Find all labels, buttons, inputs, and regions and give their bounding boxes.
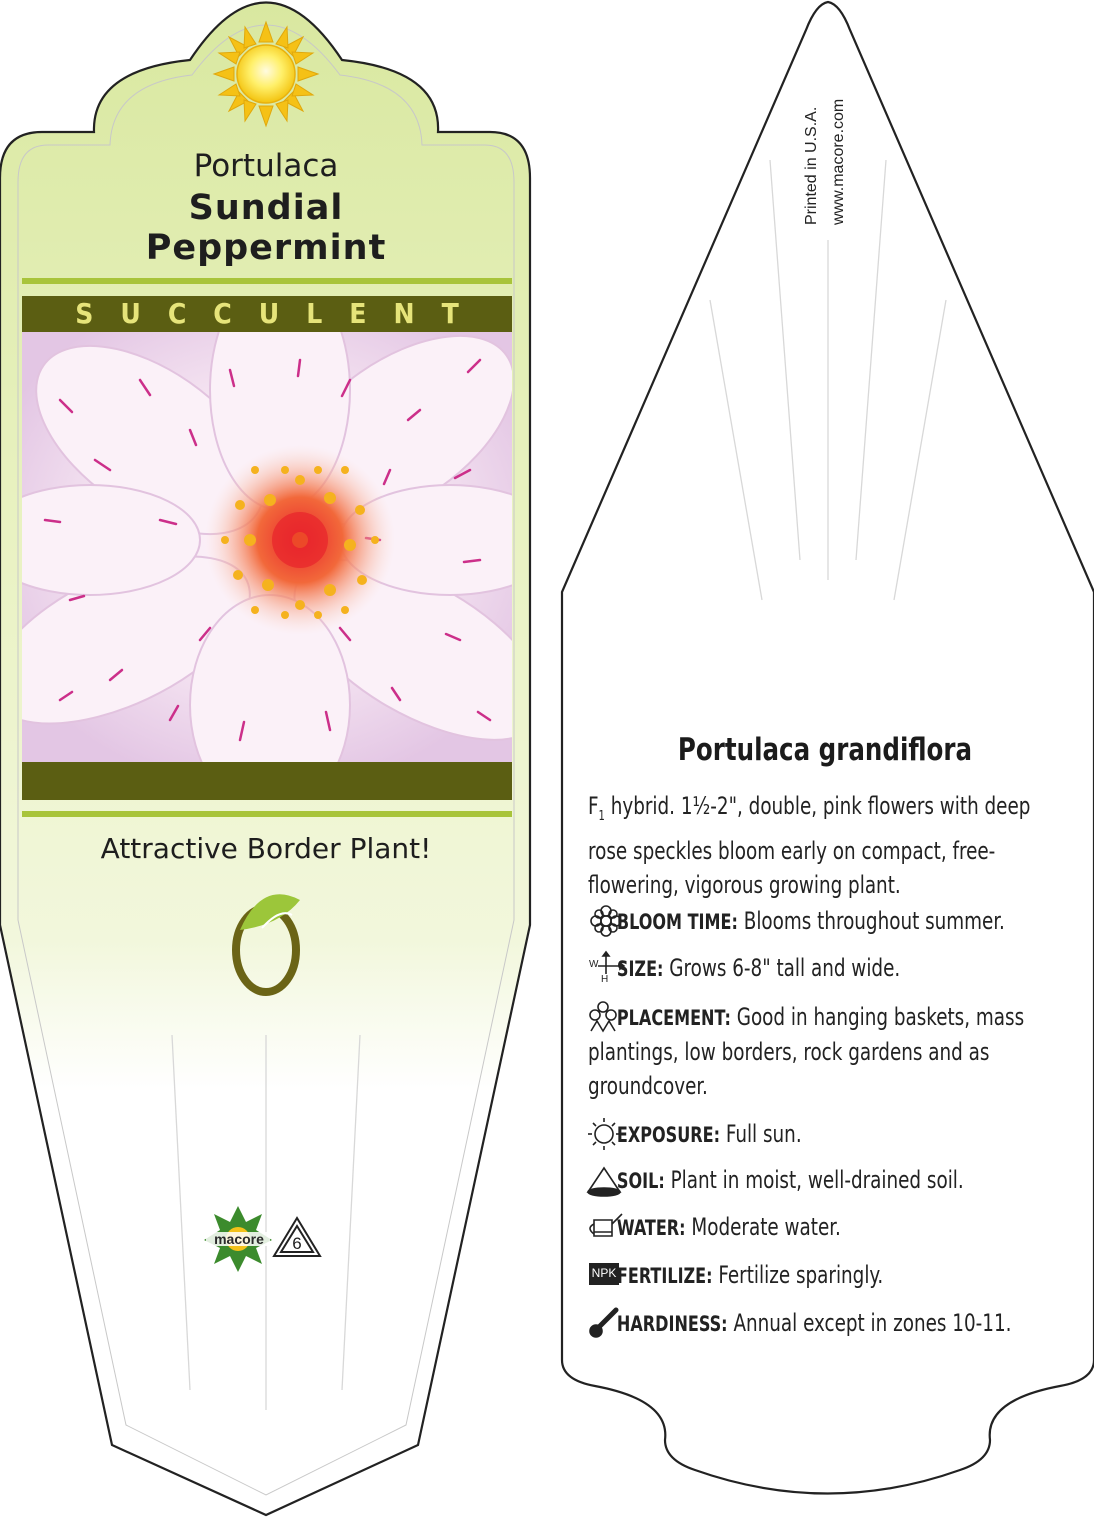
desc-subscript: 1 (598, 808, 605, 824)
size-icon-width-letter: W (589, 959, 599, 970)
species-name: Portulaca grandiflora (677, 732, 973, 768)
tagline: Attractive Border Plant! (100, 832, 432, 865)
info-placement: PLACEMENT: Good in hanging baskets, mass plantings, low borders, rock gardens and as groundcover. (588, 1003, 1025, 1100)
desc-text: hybrid. 1½-2", double, pink flowers with deep rose speckles bloom early on compact, free-flowering, vigorous growing plant. (588, 792, 1031, 899)
photo-bottom-band (22, 762, 512, 800)
desc-prefix: F (588, 792, 599, 820)
full-sun-icon (214, 22, 318, 126)
category-label: SUCCULENT (75, 297, 486, 330)
variety-name-line2: Peppermint (145, 228, 387, 268)
brand-name: macore (214, 1231, 264, 1247)
size-icon-height-letter: H (601, 974, 609, 985)
fertilizer-icon-label: NPK (591, 1266, 617, 1280)
genus-name: Portulaca (193, 148, 339, 184)
variety-name-line1: Sundial (188, 188, 344, 228)
info-hardiness: HARDINESS: Annual except in zones 10-11. (616, 1309, 1012, 1337)
info-soil: SOIL: Plant in moist, well-drained soil. (616, 1166, 964, 1194)
printed-in-label: Printed in U.S.A. (803, 106, 820, 225)
info-water: WATER: Moderate water. (616, 1213, 841, 1241)
plant-description (588, 789, 1047, 902)
recycle-code: 6 (292, 1234, 302, 1253)
info-fertilize: FERTILIZE: Fertilize sparingly. (616, 1261, 884, 1289)
info-exposure: EXPOSURE: Full sun. (616, 1120, 802, 1148)
website-link[interactable]: www.macore.com (830, 98, 847, 225)
flower-photo (0, 270, 574, 815)
info-bloom-time: BLOOM TIME: Blooms throughout summer. (616, 907, 1005, 935)
info-size: SIZE: Grows 6-8" tall and wide. (616, 954, 901, 982)
